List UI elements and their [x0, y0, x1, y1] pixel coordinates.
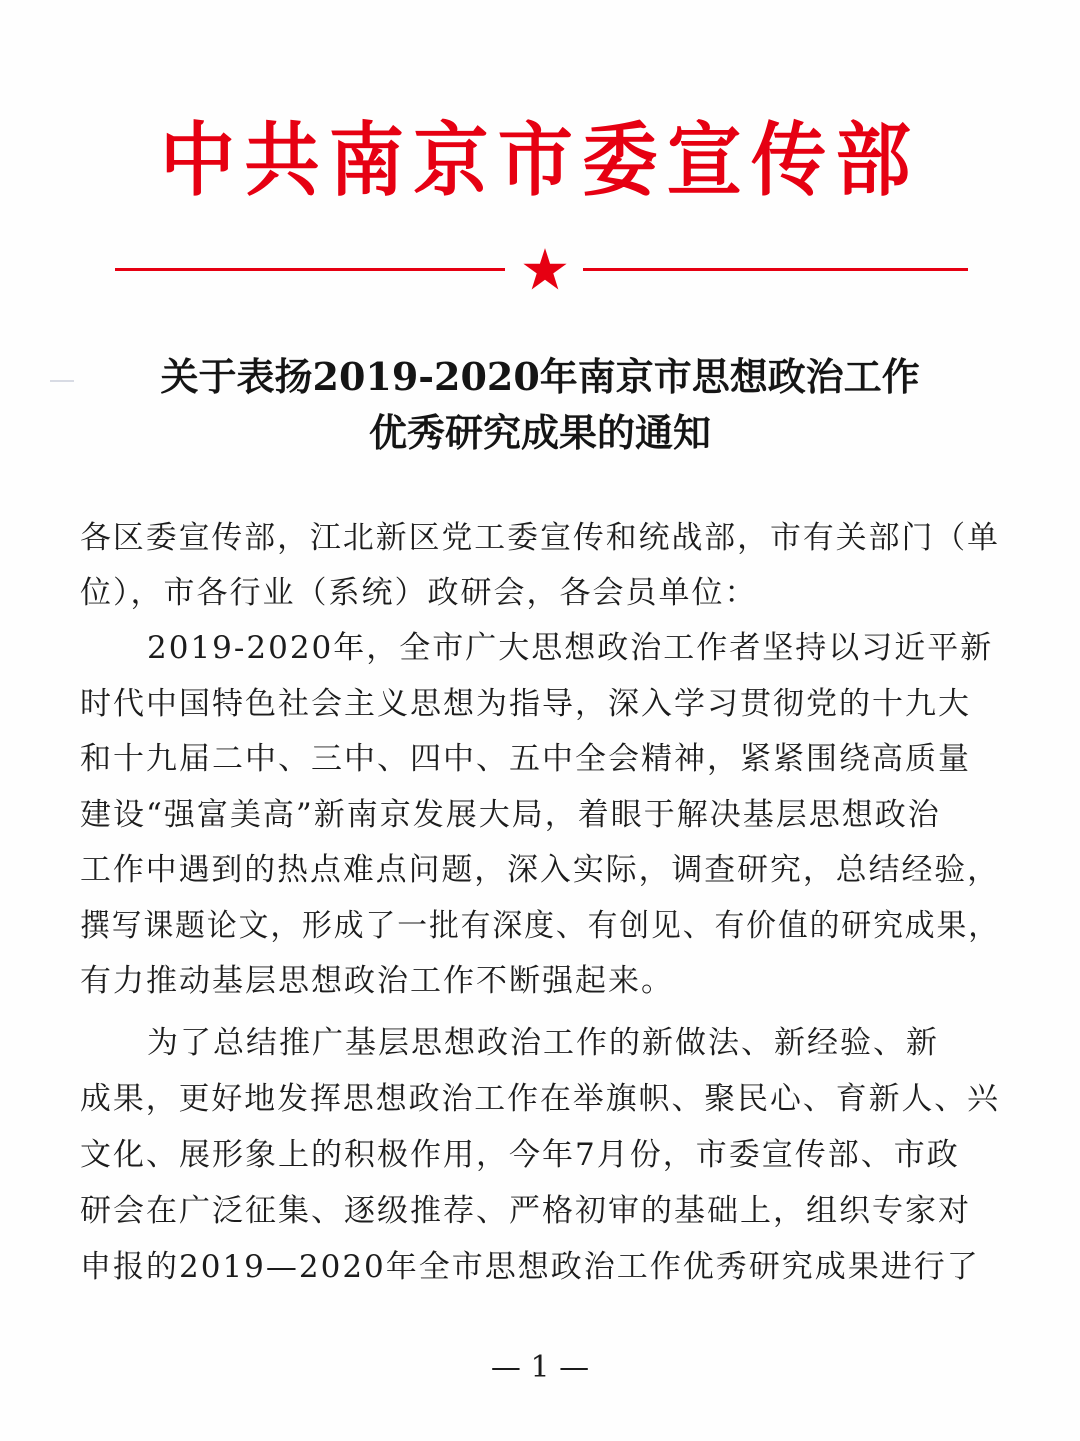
scan-speck	[50, 380, 74, 382]
red-rule-left	[115, 268, 505, 271]
body-line: 时代中国特色社会主义思想为指导，深入学习贯彻党的十九大	[80, 686, 971, 722]
page-number: — 1 —	[490, 1350, 590, 1385]
document-title-line-2: 优秀研究成果的通知	[369, 410, 712, 455]
red-rule-right	[583, 268, 968, 271]
body-line: 成果，更好地发挥思想政治工作在举旗帜、聚民心、育新人、兴	[80, 1081, 1001, 1117]
body-line: 撰写课题论文，形成了一批有深度、有创见、有价值的研究成果，	[80, 908, 1000, 944]
body-line: 申报的2019—2020年全市思想政治工作优秀研究成果进行了	[80, 1249, 980, 1285]
body-line: 位），市各行业（系统）政研会，各会员单位：	[80, 575, 758, 611]
body-line: 2019-2020年，全市广大思想政治工作者坚持以习近平新	[147, 630, 994, 666]
body-line: 工作中遇到的热点难点问题，深入实际，调查研究，总结经验，	[80, 852, 1001, 888]
issuing-organization-header: 中共南京市委宣传部	[160, 113, 921, 207]
document-title-line-1: 关于表扬2019-2020年南京市思想政治工作	[160, 354, 920, 399]
body-line: 建设“强富美高”新南京发展大局，着眼于解决基层思想政治	[80, 797, 941, 833]
body-line: 文化、展形象上的积极作用，今年7月份，市委宣传部、市政	[80, 1137, 960, 1173]
red-star-icon	[522, 247, 568, 291]
body-line: 各区委宣传部，江北新区党工委宣传和统战部，市有关部门（单	[80, 520, 1001, 556]
body-line: 研会在广泛征集、逐级推荐、严格初审的基础上，组织专家对	[80, 1193, 971, 1229]
body-line: 有力推动基层思想政治工作不断强起来。	[80, 963, 674, 999]
body-line: 和十九届二中、三中、四中、五中全会精神，紧紧围绕高质量	[80, 741, 971, 777]
body-line: 为了总结推广基层思想政治工作的新做法、新经验、新	[147, 1025, 939, 1061]
